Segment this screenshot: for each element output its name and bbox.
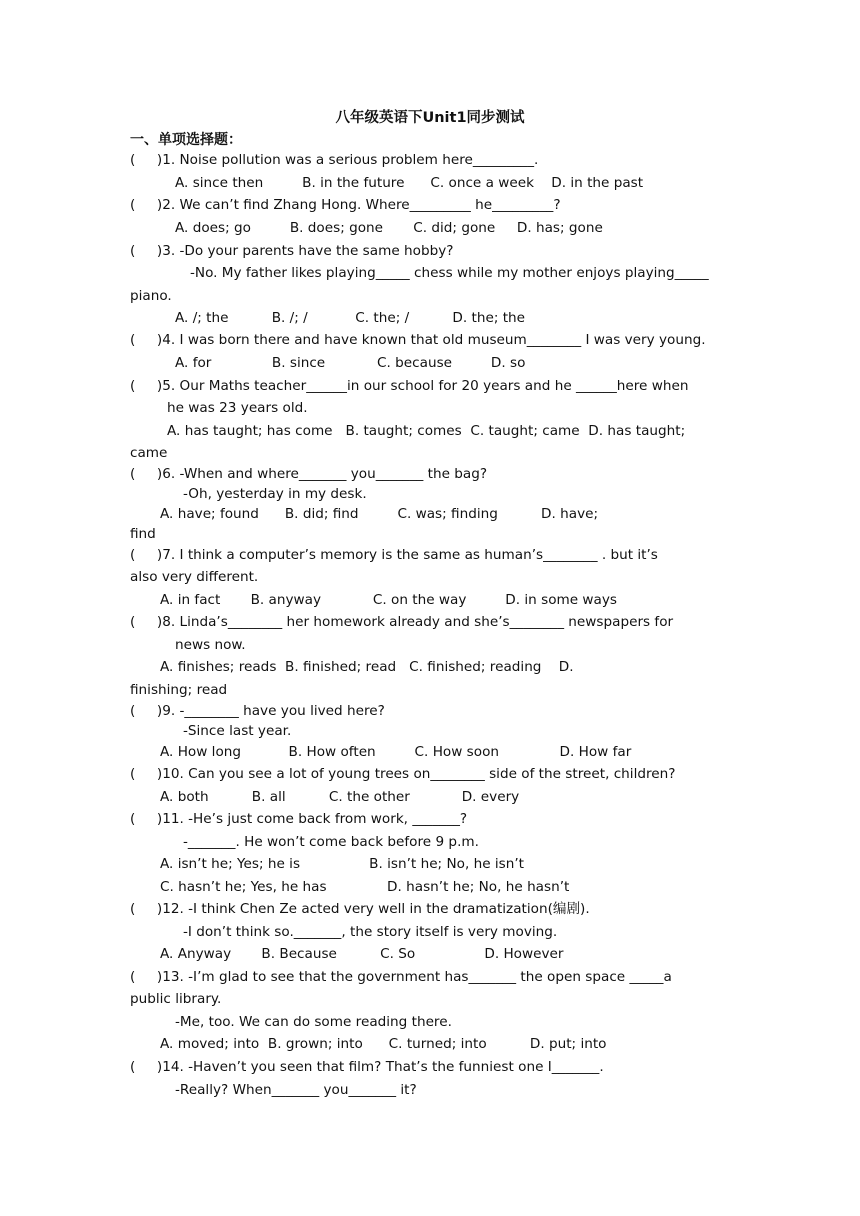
option-line: A. /; the B. /; / C. the; / D. the; the [175,310,526,326]
page-title: 八年级英语下Unit1同步测试 [335,110,525,126]
continuation-line: finishing; read [130,682,228,698]
continuation-line: also very different. [130,569,259,585]
continuation-line: public library. [130,991,222,1007]
question-line: ( )9. -________ have you lived here? [130,703,385,719]
question-line: ( )14. -Haven’t you seen that film? That’s the funniest one I_______. [130,1059,604,1075]
continuation-line: find [130,526,156,542]
option-line: A. How long B. How often C. How soon D. How far [160,744,632,760]
continuation-line: he was 23 years old. [167,400,308,416]
question-line: ( )4. I was born there and have known that old museum________ I was very young. [130,332,706,348]
question-line: ( )10. Can you see a lot of young trees on________ side of the street, children? [130,766,676,782]
answer-line: -No. My father likes playing_____ chess while my mother enjoys playing_____ [190,265,709,281]
answer-line: -I don’t think so._______, the story itself is very moving. [183,924,558,940]
option-line: A. both B. all C. the other D. every [160,789,520,805]
continuation-line: came [130,445,168,461]
answer-line: -Since last year. [183,723,292,739]
question-line: ( )12. -I think Chen Ze acted very well in the dramatization(编剧). [130,901,590,917]
answer-line: -Oh, yesterday in my desk. [183,486,367,502]
question-line: ( )13. -I’m glad to see that the government has_______ the open space _____a [130,969,672,985]
option-line: A. does; go B. does; gone C. did; gone D. has; gone [175,220,603,236]
question-line: ( )3. -Do your parents have the same hobby? [130,243,454,259]
question-line: ( )5. Our Maths teacher______in our school for 20 years and he ______here when [130,378,689,394]
option-line: A. isn’t he; Yes; he is B. isn’t he; No, he isn’t [160,856,525,872]
question-line: ( )8. Linda’s________ her homework already and she’s________ newspapers for [130,614,674,630]
question-line: ( )1. Noise pollution was a serious problem here_________. [130,152,539,168]
answer-line: -Me, too. We can do some reading there. [175,1014,452,1030]
option-line: A. moved; into B. grown; into C. turned; into D. put; into [160,1036,607,1052]
question-line: ( )6. -When and where_______ you_______ the bag? [130,466,488,482]
option-line: A. finishes; reads B. finished; read C. finished; reading D. [160,659,574,675]
answer-line: -_______. He won’t come back before 9 p.m. [183,834,479,850]
option-line: C. hasn’t he; Yes, he has D. hasn’t he; No, he hasn’t [160,879,570,895]
option-line: A. has taught; has come B. taught; comes C. taught; came D. has taught; [167,423,686,439]
question-line: ( )11. -He’s just come back from work, _______? [130,811,468,827]
option-line: A. Anyway B. Because C. So D. However [160,946,564,962]
continuation-line: news now. [175,637,246,653]
option-line: A. in fact B. anyway C. on the way D. in some ways [160,592,618,608]
continuation-line: piano. [130,288,172,304]
answer-line: -Really? When_______ you_______ it? [175,1082,417,1098]
question-line: ( )7. I think a computer’s memory is the same as human’s________ . but it’s [130,547,658,563]
option-line: A. since then B. in the future C. once a week D. in the past [175,175,644,191]
section-heading: 一、单项选择题： [130,132,242,148]
option-line: A. for B. since C. because D. so [175,355,526,371]
option-line: A. have; found B. did; find C. was; finding D. have; [160,506,599,522]
question-line: ( )2. We can’t find Zhang Hong. Where_________ he_________? [130,197,561,213]
